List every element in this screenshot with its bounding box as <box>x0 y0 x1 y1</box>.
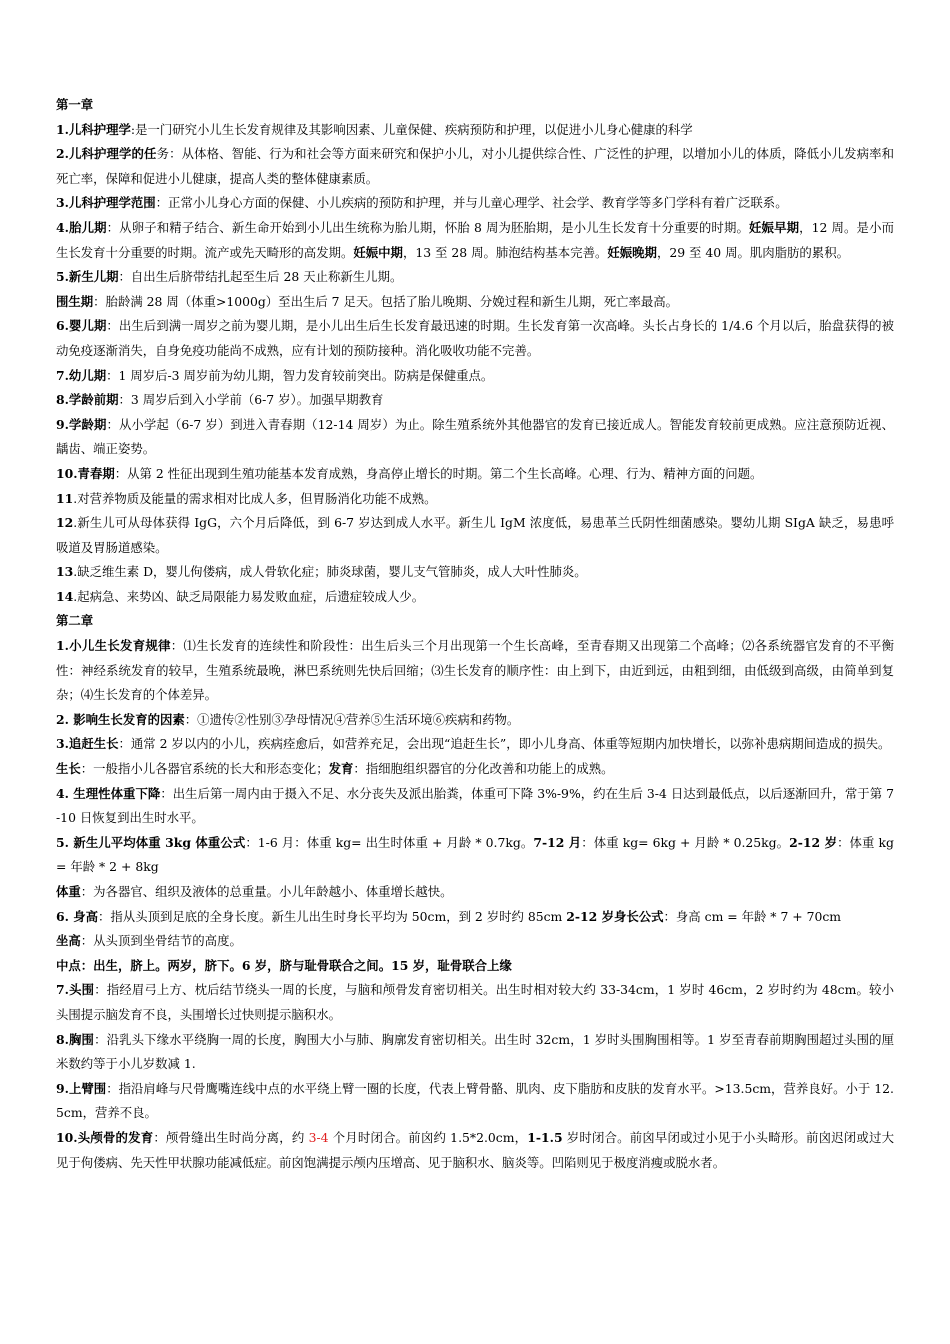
body-text: ，12 周。是小而生长发育十分重要的时期。流产或先天畸形的高发期。 <box>56 219 894 260</box>
bold-term: 6.婴儿期 <box>56 318 107 334</box>
body-text: ：指细胞组织器官的分化改善和功能上的成熟。 <box>353 761 614 777</box>
body-text: ：指从头顶到足底的全身长度。新生儿出生时身长平均为 50cm，到 2 岁时约 85cm <box>98 908 567 924</box>
paragraph-4 <box>56 216 894 265</box>
body-text: ：从第 2 性征出现到生殖功能基本发育成熟，身高停止增长的时期。第二个生长高峰。心理、行为、精神方面的问题。 <box>114 465 763 481</box>
bold-term: 7-12 月 <box>533 834 582 850</box>
body-text: ：①遗传②性别③孕母情况④营养⑤生活环境⑥疾病和药物。 <box>184 711 520 727</box>
body-text: ，29 至 40 周。肌肉脂肪的累积。 <box>656 244 849 260</box>
body-text: ：从卵子和精子结合、新生命开始到小儿出生统称为胎儿期，怀胎 8 周为胚胎期，是小儿生长发育十分重要的时期。 <box>106 219 750 235</box>
paragraph-12 <box>56 487 894 512</box>
paragraph-9 <box>56 388 894 413</box>
paragraph-3 <box>56 191 894 216</box>
paragraph-18 <box>56 708 894 733</box>
body-text: ：一般指小儿各器官系统的长大和形态变化； <box>80 761 329 777</box>
body-text: 个月时闭合。前囟约 1.5*2.0cm， <box>328 1129 528 1145</box>
bold-term: 5. 新生儿平均体重 3kg 体重公式 <box>56 834 246 850</box>
paragraph-10 <box>56 413 894 462</box>
bold-term: 10.头颅骨的发育 <box>56 1129 154 1145</box>
body-text: ：胎龄满 28 周（体重>1000g）至出生后 7 足天。包括了胎儿晚期、分娩过程和新生儿期，死亡率最高。 <box>93 293 679 309</box>
paragraph-17 <box>56 634 894 708</box>
body-text: ：沿乳头下缘水平绕胸一周的长度，胸围大小与肺、胸廓发育密切相关。出生时 32cm，1 岁时头围胸围相等。1 岁至青春前期胸围超过头围的厘米数约等于小儿岁数减 1. <box>56 1031 895 1072</box>
body-text: ，13 至 28 周。肺泡结构基本完善。 <box>402 244 608 260</box>
paragraph-14 <box>56 560 894 585</box>
bold-term: 1.小儿生长发育规律 <box>56 638 171 654</box>
body-text: ：自出生后脐带结扎起至生后 28 天止称新生儿期。 <box>118 269 403 285</box>
bold-term: 8.胸围 <box>56 1031 95 1047</box>
paragraph-20 <box>56 757 894 782</box>
highlight-text: 3-4 <box>308 1129 329 1145</box>
body-text: ：1-6 月：体重 kg= 出生时体重 + 月龄 * 0.7kg。 <box>245 834 534 850</box>
body-text: .对营养物质及能量的需求相对比成人多，但胃肠消化功能不成熟。 <box>73 490 437 506</box>
body-text: ：1 周岁后-3 周岁前为幼儿期，智力发育较前突出。防病是保健重点。 <box>106 367 494 383</box>
bold-term: 9.上臂围 <box>56 1080 107 1096</box>
body-text: 务：从体格、智能、行为和社会等方面来研究和保护小儿，对小儿提供综合性、广泛性的护理，以增加小儿的体质，降低小儿发病率和死亡率，保障和促进小儿健康，提高人类的整体健康素质。 <box>56 146 895 186</box>
body-text: 岁时闭合。前囟早闭或过小见于小头畸形。前囟迟闭或过大见于佝偻病、先天性甲状腺功能减低症。前囟饱满提示颅内压增高、见于脑积水、脑炎等。凹陷则见于极度消瘦或脱水者。 <box>56 1129 894 1170</box>
paragraph-1 <box>56 118 894 143</box>
bold-term: 2.儿科护理学的任 <box>56 146 157 162</box>
body-text: .新生儿可从母体获得 IgG，六个月后降低，到 6-7 岁达到成人水平。新生儿 IgM 浓度低，易患革兰氏阴性细菌感染。婴幼儿期 SIgA 缺乏，易患呼吸道及胃肠道感染。 <box>56 515 894 555</box>
bold-term: 13 <box>56 564 74 580</box>
bold-term: 8.学龄前期 <box>56 392 119 408</box>
bold-term: 生长 <box>56 761 81 777</box>
paragraph-30 <box>56 1126 894 1175</box>
paragraph-27 <box>56 978 894 1027</box>
bold-term: 1.儿科护理学 <box>56 121 131 137</box>
paragraph-24 <box>56 905 894 930</box>
paragraph-19 <box>56 732 894 757</box>
bold-term: 7.幼儿期 <box>56 367 107 383</box>
paragraph-7 <box>56 314 894 363</box>
paragraph-21 <box>56 782 894 831</box>
bold-term: 5.新生儿期 <box>56 269 119 285</box>
bold-term: 10.青春期 <box>56 465 115 481</box>
paragraph-16 <box>56 609 894 634</box>
bold-term: 6. 身高 <box>56 908 99 924</box>
body-text: ：⑴生长发育的连续性和阶段性：出生后头三个月出现第一个生长高峰，至青春期又出现第二个高峰；⑵各系统器官发育的不平衡性：神经系统发育的较早，生殖系统最晚，淋巴系统则先快后回缩；⑶生长发育的顺序性：由上到下，由近到远，由粗到细，由低级到高级，由简单到复杂；⑷生长发育的个体差异。 <box>56 638 895 703</box>
bold-term: 体重 <box>56 884 81 899</box>
body-text: .起病急、来势凶、缺乏局限能力易发败血症，后遗症较成人少。 <box>73 588 425 604</box>
bold-term: 2-12 岁身长公式 <box>566 908 664 924</box>
paragraph-11 <box>56 462 894 487</box>
bold-term: 1-1.5 <box>527 1129 563 1145</box>
bold-term: 12 <box>56 515 74 531</box>
body-text: ：出生后第一周内由于摄入不足、水分丧失及派出胎粪，体重可下降 3%-9%，约在生后 3-4 日达到最低点，以后逐渐回升，常于第 7-10 日恢复到出生时水平。 <box>56 785 895 826</box>
body-text: ：通常 2 岁以内的小儿，疾病痊愈后，如营养充足，会出现“追赶生长”，即小儿身高、体重等短期内加快增长，以弥补患病期间造成的损失。 <box>118 736 891 752</box>
body-text: ：指经眉弓上方、枕后结节绕头一周的长度，与脑和颅骨发育密切相关。出生时相对较大约 33-34cm，1 岁时 46cm，2 岁时约为 48cm。较小头围提示脑发育不良，头围增长过快则提示脑积水。 <box>56 982 894 1022</box>
paragraph-28 <box>56 1028 894 1077</box>
body-text: :是一门研究小儿生长发育规律及其影响因素、儿童保健、疾病预防和护理，以促进小儿身心健康的科学 <box>130 121 693 137</box>
body-text: ：3 周岁后到入小学前（6-7 岁）。加强早期教育 <box>118 392 384 408</box>
bold-term: 坐高 <box>56 933 81 949</box>
bold-term: 7.头围 <box>56 982 95 998</box>
paragraph-5 <box>56 265 894 290</box>
bold-term: 14 <box>56 588 74 604</box>
bold-term: 发育 <box>328 761 354 777</box>
bold-term: 妊娠晚期 <box>607 244 657 260</box>
paragraph-8 <box>56 364 894 389</box>
paragraph-13 <box>56 511 894 560</box>
body-text: ：指沿肩峰与尺骨鹰嘴连线中点的水平绕上臂一圈的长度，代表上臂骨骼、肌肉、皮下脂肪和皮肤的发育水平。>13.5cm，营养良好。小于 12.5cm，营养不良。 <box>56 1080 895 1121</box>
bold-term: 2-12 岁 <box>789 834 838 850</box>
paragraph-15 <box>56 585 894 610</box>
bold-term: 第一章 <box>56 97 94 112</box>
paragraph-2 <box>56 142 894 191</box>
bold-term: 3.追赶生长 <box>56 736 119 752</box>
bold-term: 围生期 <box>56 293 94 309</box>
body-text: ：身高 cm = 年龄 * 7 + 70cm <box>663 908 842 924</box>
body-text: ：体重 kg= 年龄 * 2 + 8kg <box>56 834 894 875</box>
paragraph-0 <box>56 93 894 118</box>
paragraph-29 <box>56 1077 894 1126</box>
bold-term: 3.儿科护理学范围 <box>56 195 156 211</box>
bold-term: 9.学龄期 <box>56 416 107 432</box>
body-text: ：正常小儿身心方面的保健、小儿疾病的预防和护理，并与儿童心理学、社会学、教育学等多门学科有着广泛联系。 <box>155 195 788 211</box>
body-text: ：体重 kg= 6kg + 月龄 * 0.25kg。 <box>581 834 790 850</box>
bold-term: 4.胎儿期 <box>56 219 107 235</box>
bold-term: 第二章 <box>56 613 94 629</box>
paragraph-22 <box>56 831 894 880</box>
bold-term: 2. 影响生长发育的因素 <box>56 711 185 727</box>
bold-term: 中点：出生，脐上。两岁，脐下。6 岁，脐与耻骨联合之间。15 岁，耻骨联合上缘 <box>56 957 512 973</box>
paragraph-25 <box>56 929 894 954</box>
paragraph-26 <box>56 954 894 979</box>
body-text: ：从头顶到坐骨结节的高度。 <box>80 933 242 949</box>
paragraph-6 <box>56 290 894 315</box>
body-text: .缺乏维生素 D，婴儿佝偻病，成人骨软化症；肺炎球菌，婴儿支气管肺炎，成人大叶性肺炎。 <box>73 564 587 580</box>
bold-term: 妊娠中期 <box>353 244 403 260</box>
bold-term: 妊娠早期 <box>749 219 800 235</box>
bold-term: 4. 生理性体重下降 <box>56 785 161 801</box>
paragraph-23 <box>56 880 894 905</box>
body-text: ：为各器官、组织及液体的总重量。小儿年龄越小、体重增长越快。 <box>80 884 453 899</box>
body-text: ：颅骨缝出生时尚分离，约 <box>153 1129 309 1145</box>
body-text: ：出生后到满一周岁之前为婴儿期，是小儿出生后生长发育最迅速的时期。生长发育第一次高峰。头长占身长的 1/4.6 个月以后，胎盘获得的被动免疫逐渐消失，自身免疫功能尚不成熟，应有计划的预防接种。消化吸收功能不完善。 <box>56 318 894 358</box>
bold-term: 11 <box>56 490 74 506</box>
body-text: ：从小学起（6-7 岁）到进入青春期（12-14 周岁）为止。除生殖系统外其他器官的发育已接近成人。智能发育较前更成熟。应注意预防近视、龋齿、端正姿势。 <box>56 416 894 457</box>
